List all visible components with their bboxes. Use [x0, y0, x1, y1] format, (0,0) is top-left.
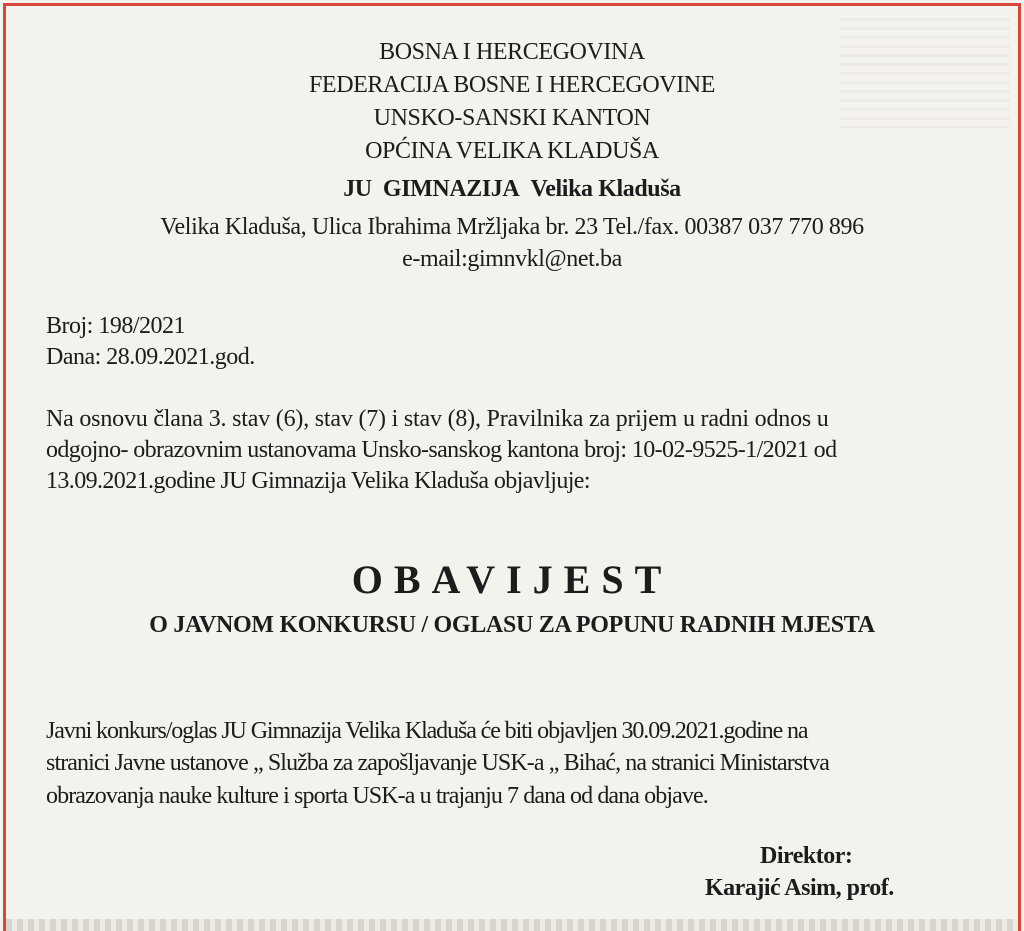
institution-name [0, 173, 1024, 205]
reference-number: Broj: 198/2021 [46, 313, 186, 339]
signature-role: Direktor: [760, 843, 853, 869]
intro-line-1: Na osnovu člana 3. stav (6), stav (7) i stav (8), Pravilnika za prijem u radni odnos u [46, 406, 829, 432]
header-federation: FEDERACIJA BOSNE I HERCEGOVINE [308, 72, 715, 98]
header-country: BOSNA I HERCEGOVINA [379, 39, 645, 65]
institution-email: e-mail:gimnvkl@net.ba [402, 246, 622, 272]
bottom-newsprint-strip [6, 919, 1018, 931]
body-line-3: obrazovanja nauke kulture i sporta USK-a u trajanju 7 dana od dana objave. [46, 783, 708, 809]
reference-date: Dana: 28.09.2021.god. [46, 344, 255, 370]
header-canton: UNSKO-SANSKI KANTON [373, 105, 651, 131]
notice-title: OBAVIJEST [351, 557, 673, 602]
body-line-1: Javni konkurs/oglas JU Gimnazija Velika Kladuša će biti objavljen 30.09.2021.godine na [46, 718, 808, 744]
body-line-2: stranici Javne ustanove „ Služba za zapošljavanje USK-a „ Bihać, na stranici Ministarstva [46, 750, 829, 776]
institution-prefix: JU GIMNAZIJA [343, 176, 520, 202]
header-municipality: OPĆINA VELIKA KLADUŠA [365, 138, 659, 164]
intro-line-2: odgojno- obrazovnim ustanovama Unsko-sanskog kantona broj: 10-02-9525-1/2021 od [46, 437, 837, 463]
institution-address: Velika Kladuša, Ulica Ibrahima Mržljaka br. 23 Tel./fax. 00387 037 770 896 [160, 214, 864, 240]
intro-line-3: 13.09.2021.godine JU Gimnazija Velika Kladuša objavljuje: [46, 468, 590, 494]
institution-place: Velika Kladuša [530, 176, 681, 202]
notice-subtitle: O JAVNOM KONKURSU / OGLASU ZA POPUNU RADNIH MJESTA [149, 612, 875, 638]
signature-name: Karajić Asim, prof. [705, 875, 894, 901]
